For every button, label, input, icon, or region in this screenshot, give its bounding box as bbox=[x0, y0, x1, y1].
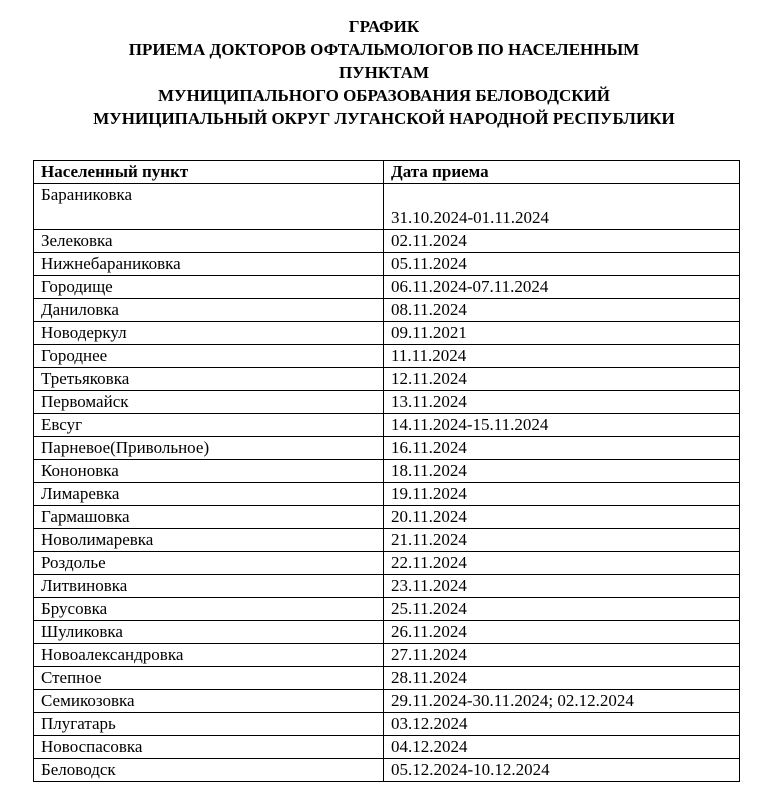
title-line: ПУНКТАМ bbox=[338, 63, 430, 82]
table-header-row bbox=[34, 161, 740, 184]
table-row bbox=[34, 414, 740, 437]
date-cell: 18.11.2024 bbox=[384, 460, 740, 483]
table-row bbox=[34, 230, 740, 253]
place-cell: Степное bbox=[34, 667, 384, 690]
header-place: Населенный пункт bbox=[34, 161, 384, 184]
place-cell: Кононовка bbox=[34, 460, 384, 483]
date-cell: 16.11.2024 bbox=[384, 437, 740, 460]
date-cell: 02.11.2024 bbox=[384, 230, 740, 253]
table-row bbox=[34, 276, 740, 299]
table-row bbox=[34, 644, 740, 667]
date-cell: 11.11.2024 bbox=[384, 345, 740, 368]
title-line: МУНИЦИПАЛЬНОГО ОБРАЗОВАНИЯ БЕЛОВОДСКИЙ bbox=[157, 86, 611, 105]
place-cell: Парневое(Привольное) bbox=[34, 437, 384, 460]
table-row bbox=[34, 253, 740, 276]
table-row bbox=[34, 621, 740, 644]
table-row bbox=[34, 690, 740, 713]
place-cell: Новолимаревка bbox=[34, 529, 384, 552]
date-cell: 03.12.2024 bbox=[384, 713, 740, 736]
table-row bbox=[34, 345, 740, 368]
place-cell: Третьяковка bbox=[34, 368, 384, 391]
table-row bbox=[34, 736, 740, 759]
place-cell: Литвиновка bbox=[34, 575, 384, 598]
date-cell: 05.12.2024-10.12.2024 bbox=[384, 759, 740, 782]
place-cell: Шуликовка bbox=[34, 621, 384, 644]
place-cell: Городище bbox=[34, 276, 384, 299]
date-cell: 06.11.2024-07.11.2024 bbox=[384, 276, 740, 299]
place-cell: Гармашовка bbox=[34, 506, 384, 529]
document-title bbox=[0, 15, 768, 130]
place-cell: Первомайск bbox=[34, 391, 384, 414]
date-cell: 22.11.2024 bbox=[384, 552, 740, 575]
place-cell: Нижнебараниковка bbox=[34, 253, 384, 276]
place-cell: Плугатарь bbox=[34, 713, 384, 736]
place-cell: Новоалександровка bbox=[34, 644, 384, 667]
place-cell: Новодеркул bbox=[34, 322, 384, 345]
date-cell: 29.11.2024-30.11.2024; 02.12.2024 bbox=[384, 690, 740, 713]
date-cell: 26.11.2024 bbox=[384, 621, 740, 644]
place-cell: Лимаревка bbox=[34, 483, 384, 506]
table-row bbox=[34, 506, 740, 529]
place-cell: Брусовка bbox=[34, 598, 384, 621]
table-row bbox=[34, 299, 740, 322]
place-cell: Роздолье bbox=[34, 552, 384, 575]
place-cell: Даниловка bbox=[34, 299, 384, 322]
date-cell: 12.11.2024 bbox=[384, 368, 740, 391]
table-row bbox=[34, 437, 740, 460]
title-line: МУНИЦИПАЛЬНЫЙ ОКРУГ ЛУГАНСКОЙ НАРОДНОЙ РЕСПУБЛИКИ bbox=[93, 109, 675, 128]
title-line: ГРАФИК bbox=[348, 17, 420, 36]
date-cell: 27.11.2024 bbox=[384, 644, 740, 667]
table-row bbox=[34, 322, 740, 345]
place-cell: Городнее bbox=[34, 345, 384, 368]
date-cell: 13.11.2024 bbox=[384, 391, 740, 414]
date-cell: 05.11.2024 bbox=[384, 253, 740, 276]
table-row bbox=[34, 529, 740, 552]
date-cell: 09.11.2021 bbox=[384, 322, 740, 345]
table-row bbox=[34, 552, 740, 575]
date-cell: 25.11.2024 bbox=[384, 598, 740, 621]
date-cell: 28.11.2024 bbox=[384, 667, 740, 690]
date-cell: 19.11.2024 bbox=[384, 483, 740, 506]
date-cell: 21.11.2024 bbox=[384, 529, 740, 552]
table-row bbox=[34, 667, 740, 690]
place-cell: Новоспасовка bbox=[34, 736, 384, 759]
date-cell: 23.11.2024 bbox=[384, 575, 740, 598]
place-cell: Беловодск bbox=[34, 759, 384, 782]
table-row bbox=[34, 184, 740, 230]
date-cell: 04.12.2024 bbox=[384, 736, 740, 759]
table-row bbox=[34, 391, 740, 414]
table-row bbox=[34, 368, 740, 391]
table-row bbox=[34, 575, 740, 598]
date-cell: 20.11.2024 bbox=[384, 506, 740, 529]
table-row bbox=[34, 598, 740, 621]
header-date: Дата приема bbox=[384, 161, 740, 184]
table-row bbox=[34, 460, 740, 483]
table-row bbox=[34, 483, 740, 506]
place-cell: Евсуг bbox=[34, 414, 384, 437]
table-row bbox=[34, 713, 740, 736]
schedule-body bbox=[34, 184, 740, 782]
place-cell: Зелековка bbox=[34, 230, 384, 253]
date-cell: 08.11.2024 bbox=[384, 299, 740, 322]
place-cell: Бараниковка bbox=[34, 184, 384, 230]
table-row bbox=[34, 759, 740, 782]
schedule-table bbox=[33, 160, 740, 782]
place-cell: Семикозовка bbox=[34, 690, 384, 713]
title-line: ПРИЕМА ДОКТОРОВ ОФТАЛЬМОЛОГОВ ПО НАСЕЛЕННЫМ bbox=[128, 40, 640, 59]
date-cell: 14.11.2024-15.11.2024 bbox=[384, 414, 740, 437]
date-cell: 31.10.2024-01.11.2024 bbox=[384, 184, 740, 230]
